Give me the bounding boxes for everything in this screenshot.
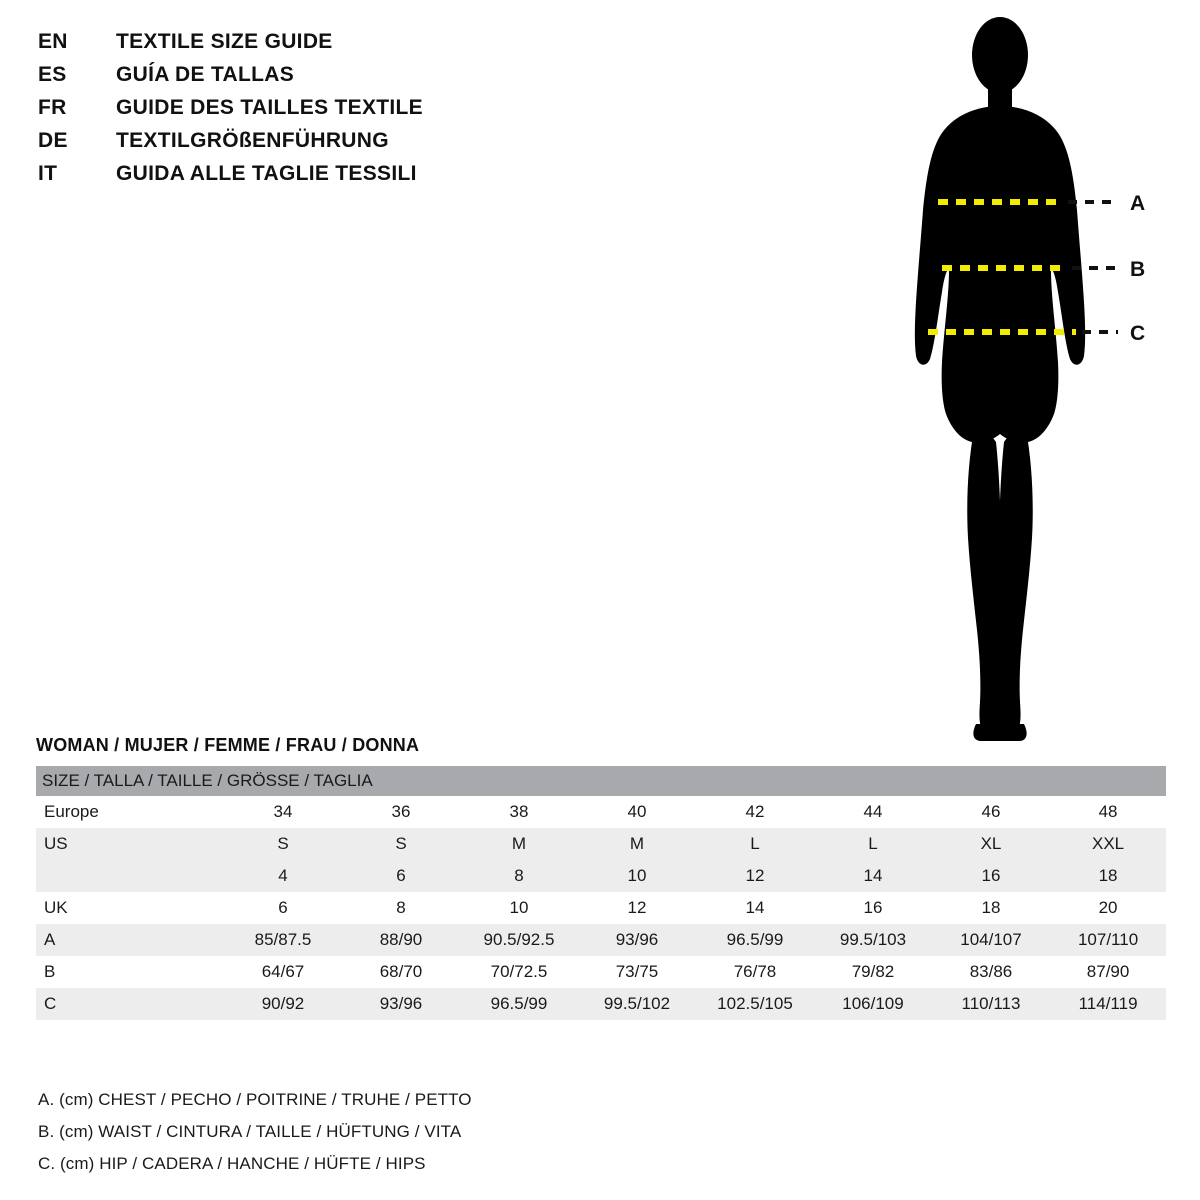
table-cell: 36 xyxy=(342,796,460,828)
row-label: A xyxy=(36,924,224,956)
language-row xyxy=(38,96,558,126)
marker-label-b: B xyxy=(1130,258,1146,281)
language-code: FR xyxy=(38,96,67,119)
table-header-label: SIZE / TALLA / TAILLE / GRÖSSE / TAGLIA xyxy=(36,766,1166,796)
table-cell: 93/96 xyxy=(342,988,460,1020)
table-cell: 18 xyxy=(932,892,1050,924)
table-cell: 76/78 xyxy=(696,956,814,988)
table-cell: M xyxy=(578,828,696,860)
female-silhouette-icon xyxy=(860,10,1200,750)
table-cell: 14 xyxy=(814,860,932,892)
table-cell: 8 xyxy=(342,892,460,924)
table-cell: XXL xyxy=(1050,828,1166,860)
table-cell: 85/87.5 xyxy=(224,924,342,956)
table-cell: 12 xyxy=(696,860,814,892)
table-row xyxy=(36,988,1166,1020)
table-cell: 20 xyxy=(1050,892,1166,924)
table-cell: 34 xyxy=(224,796,342,828)
language-title-block xyxy=(38,30,558,195)
table-cell: 70/72.5 xyxy=(460,956,578,988)
row-label xyxy=(36,860,224,892)
table-cell: 73/75 xyxy=(578,956,696,988)
table-cell: 16 xyxy=(814,892,932,924)
table-row xyxy=(36,828,1166,860)
table-cell: 6 xyxy=(342,860,460,892)
marker-label-a: A xyxy=(1130,192,1146,215)
table-cell: 102.5/105 xyxy=(696,988,814,1020)
table-row xyxy=(36,796,1166,828)
table-cell: 44 xyxy=(814,796,932,828)
table-cell: XL xyxy=(932,828,1050,860)
table-row xyxy=(36,956,1166,988)
table-cell: 38 xyxy=(460,796,578,828)
size-table-section xyxy=(36,735,1166,1020)
table-cell: S xyxy=(342,828,460,860)
language-row xyxy=(38,162,558,192)
table-cell: 79/82 xyxy=(814,956,932,988)
language-code: EN xyxy=(38,30,68,53)
table-cell: 10 xyxy=(460,892,578,924)
table-row xyxy=(36,924,1166,956)
language-title: GUÍA DE TALLAS xyxy=(116,63,295,86)
table-cell: 40 xyxy=(578,796,696,828)
language-row xyxy=(38,63,558,93)
table-cell: 110/113 xyxy=(932,988,1050,1020)
table-cell: 18 xyxy=(1050,860,1166,892)
language-title: TEXTILE SIZE GUIDE xyxy=(116,30,333,53)
table-cell: 107/110 xyxy=(1050,924,1166,956)
table-cell: 16 xyxy=(932,860,1050,892)
language-code: IT xyxy=(38,162,58,185)
table-cell: 87/90 xyxy=(1050,956,1166,988)
table-cell: 90.5/92.5 xyxy=(460,924,578,956)
language-title: TEXTILGRÖßENFÜHRUNG xyxy=(116,129,389,152)
table-group-heading: WOMAN / MUJER / FEMME / FRAU / DONNA xyxy=(36,735,420,755)
table-header-row xyxy=(36,766,1166,796)
footnote-a: A. (cm) CHEST / PECHO / POITRINE / TRUHE / PETTO xyxy=(38,1090,472,1109)
table-cell: 64/67 xyxy=(224,956,342,988)
table-cell: 90/92 xyxy=(224,988,342,1020)
footnote-c: C. (cm) HIP / CADERA / HANCHE / HÜFTE / HIPS xyxy=(38,1154,426,1173)
table-cell: L xyxy=(814,828,932,860)
table-cell: 104/107 xyxy=(932,924,1050,956)
table-cell: 93/96 xyxy=(578,924,696,956)
table-cell: 114/119 xyxy=(1050,988,1166,1020)
table-cell: S xyxy=(224,828,342,860)
table-cell: 46 xyxy=(932,796,1050,828)
language-row xyxy=(38,129,558,159)
table-cell: 96.5/99 xyxy=(460,988,578,1020)
footnote-b: B. (cm) WAIST / CINTURA / TAILLE / HÜFTUNG / VITA xyxy=(38,1122,462,1141)
table-cell: 6 xyxy=(224,892,342,924)
row-label: B xyxy=(36,956,224,988)
table-cell: 68/70 xyxy=(342,956,460,988)
table-cell: 42 xyxy=(696,796,814,828)
table-cell: 96.5/99 xyxy=(696,924,814,956)
table-cell: 106/109 xyxy=(814,988,932,1020)
row-label: C xyxy=(36,988,224,1020)
body-measurement-figure xyxy=(860,0,1200,760)
row-label: Europe xyxy=(36,796,224,828)
marker-label-c: C xyxy=(1130,322,1146,345)
language-code: ES xyxy=(38,63,67,86)
table-cell: 8 xyxy=(460,860,578,892)
table-cell: 99.5/103 xyxy=(814,924,932,956)
size-table xyxy=(36,766,1166,1020)
table-cell: M xyxy=(460,828,578,860)
language-row xyxy=(38,30,558,60)
language-title: GUIDE DES TAILLES TEXTILE xyxy=(116,96,423,119)
row-label: UK xyxy=(36,892,224,924)
table-cell: 4 xyxy=(224,860,342,892)
language-code: DE xyxy=(38,129,68,152)
table-cell: 14 xyxy=(696,892,814,924)
language-title: GUIDA ALLE TAGLIE TESSILI xyxy=(116,162,417,185)
table-cell: 12 xyxy=(578,892,696,924)
table-cell: 83/86 xyxy=(932,956,1050,988)
table-cell: 10 xyxy=(578,860,696,892)
footnotes-block xyxy=(38,1090,472,1186)
table-row xyxy=(36,892,1166,924)
table-cell: L xyxy=(696,828,814,860)
table-cell: 88/90 xyxy=(342,924,460,956)
table-row xyxy=(36,860,1166,892)
table-cell: 99.5/102 xyxy=(578,988,696,1020)
table-cell: 48 xyxy=(1050,796,1166,828)
row-label: US xyxy=(36,828,224,860)
